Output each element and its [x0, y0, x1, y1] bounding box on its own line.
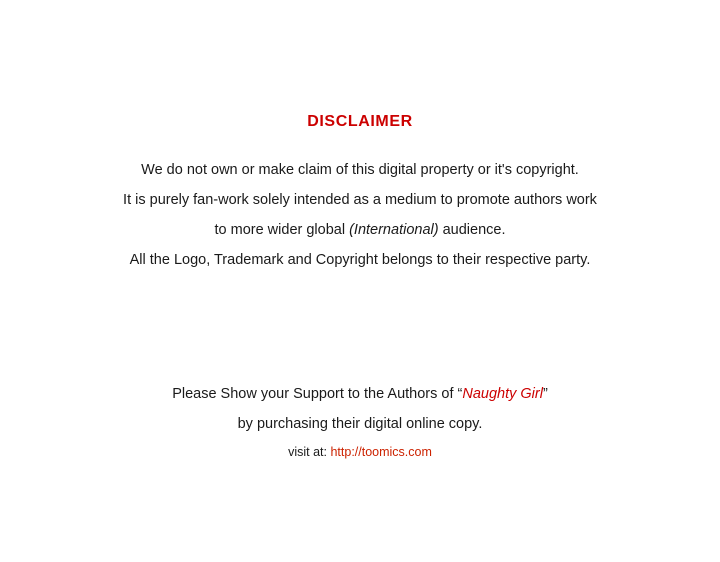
visit-label: visit at:	[288, 445, 331, 459]
support-line-1-prefix: Please Show your Support to the Authors of “	[172, 386, 463, 402]
disclaimer-line-1: We do not own or make claim of this digital property or it's copyright.	[141, 162, 579, 178]
work-title: Naughty Girl	[462, 386, 543, 402]
support-block	[0, 379, 720, 439]
disclaimer-line-3	[0, 215, 720, 245]
disclaimer-body	[0, 155, 720, 275]
disclaimer-line-3-prefix: to more wider global	[214, 222, 350, 238]
support-line-2: by purchasing their digital online copy.	[237, 416, 483, 432]
disclaimer-line-3-suffix: audience.	[438, 222, 506, 238]
support-line-1	[0, 379, 720, 409]
page-title: DISCLAIMER	[307, 113, 413, 130]
support-line-1-suffix: ”	[542, 386, 548, 402]
disclaimer-line-4: All the Logo, Trademark and Copyright belongs to their respective party.	[129, 252, 591, 268]
disclaimer-line-2: It is purely fan-work solely intended as a medium to promote authors work	[123, 192, 597, 208]
toomics-link[interactable]: http://toomics.com	[330, 445, 432, 459]
disclaimer-line-3-emphasis: (International)	[349, 222, 439, 238]
visit-block	[0, 443, 720, 461]
